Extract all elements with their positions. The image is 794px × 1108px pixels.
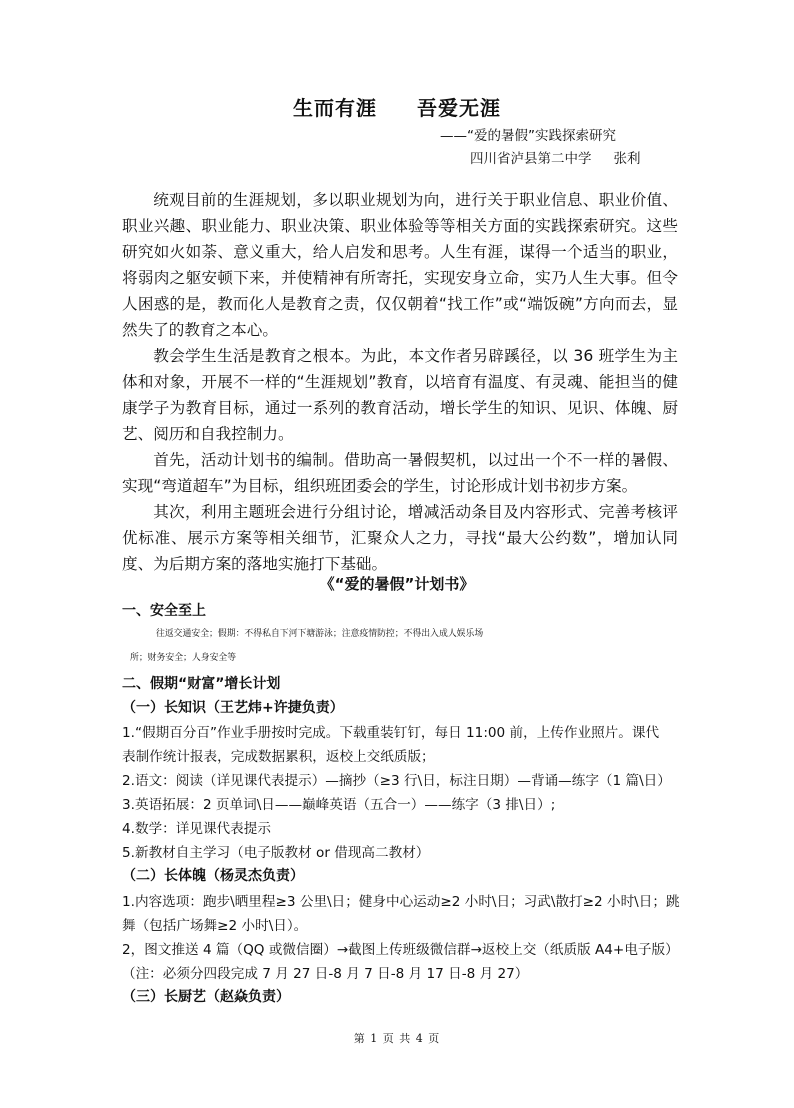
- paragraph-3: 首先，活动计划书的编制。借助高一暑假契机，以过出一个不一样的暑假、实现“弯道超车”为目标，组织班团委会的学生，讨论形成计划书初步方案。: [122, 451, 678, 495]
- section-1-text-a: 往返交通安全；假期：不得私自下河下塘游泳；注意疫情防控；不得出入成人娱乐场: [156, 629, 484, 639]
- author-name: 张利: [613, 151, 641, 167]
- knowledge-item-2: 2.语文：阅读（详见课代表提示）—摘抄（≥3 行\日，标注日期）—背诵—练字（1 篇\日）: [122, 773, 671, 789]
- author-line: [470, 147, 641, 167]
- physique-item-1b: 舞（包括广场舞≥2 小时\日）。: [122, 918, 308, 934]
- physique-heading: （二）长体魄（杨灵杰负责）: [122, 868, 304, 884]
- knowledge-item-4: 4.数学：详见课代表提示: [122, 821, 271, 837]
- physique-item-2a: 2，图文推送 4 篇（QQ 或微信圈）→截图上传班级微信群→返校上交（纸质版 A4+电子版）: [122, 942, 679, 958]
- knowledge-item-5: 5.新教材自主学习（电子版教材 or 借现高二教材）: [122, 845, 430, 861]
- document-title: [0, 92, 794, 121]
- plan-title: 《“爱的暑假”计划书》: [319, 575, 475, 593]
- physique-item-2b: （注：必须分四段完成 7 月 27 日-8 月 7 日-8 月 17 日-8 月 27）: [122, 966, 529, 982]
- paragraph-2: 教会学生生活是教育之根本。为此，本文作者另辟蹊径，以 36 班学生为主体和对象，开展不一样的“生涯规划”教育，以培育有温度、有灵魂、能担当的健康学子为教育目标，通过一系列的教育活动，增长学生的知识、见识、体魄、厨艺、阅历和自我控制力。: [122, 347, 678, 443]
- paragraph-1: 统观目前的生涯规划，多以职业规划为向，进行关于职业信息、职业价值、职业兴趣、职业能力、职业决策、职业体验等等相关方面的实践探索研究。这些研究如火如荼、意义重大，给人启发和思考。人生有涯，谋得一个适当的职业，将弱肉之躯安顿下来，并使精神有所寄托，实现安身立命，实乃人生大事。但令人困惑的是，教而化人是教育之责，仅仅朝着“找工作”或“端饭碗”方向而去，显然失了的教育之本心。: [122, 191, 678, 339]
- knowledge-item-1a: 1.“假期百分百”作业手册按时完成。下载重装钉钉，每日 11:00 前，上传作业照片。课代: [122, 725, 660, 741]
- cooking-heading: （三）长厨艺（赵焱负责）: [122, 989, 290, 1005]
- section-2-heading: 二、假期“财富”增长计划: [122, 676, 281, 692]
- paragraph-4: 其次，利用主题班会进行分组讨论，增减活动条目及内容形式、完善考核评优标准、展示方案等相关细节，汇聚众人之力，寻找“最大公约数”，增加认同度、为后期方案的落地实施打下基础。: [122, 503, 678, 573]
- page-footer: 第 1 页 共 4 页: [353, 1032, 441, 1045]
- knowledge-item-3: 3.英语拓展：2 页单词\日——巅峰英语（五合一）——练字（3 排\日）;: [122, 797, 556, 813]
- physique-item-1a: 1.内容选项：跑步\晒里程≥3 公里\日；健身中心运动≥2 小时\日；习武\散打≥2 小时\日；跳: [122, 894, 680, 910]
- section-1-text-b: 所；财务安全；人身安全等: [130, 653, 237, 663]
- title-part-1: 生而有涯: [293, 96, 377, 120]
- knowledge-item-1b: 表制作统计报表，完成数据累积，返校上交纸质版；: [122, 749, 435, 765]
- author-school: 四川省泸县第二中学: [470, 151, 592, 167]
- title-part-2: 吾爱无涯: [417, 96, 501, 120]
- section-1-heading: 一、安全至上: [122, 603, 206, 619]
- body-paragraphs: [122, 187, 678, 577]
- document-subtitle: ——“爱的暑假”实践探索研究: [440, 128, 616, 144]
- knowledge-heading: （一）长知识（王艺炜+许捷负责）: [122, 700, 344, 716]
